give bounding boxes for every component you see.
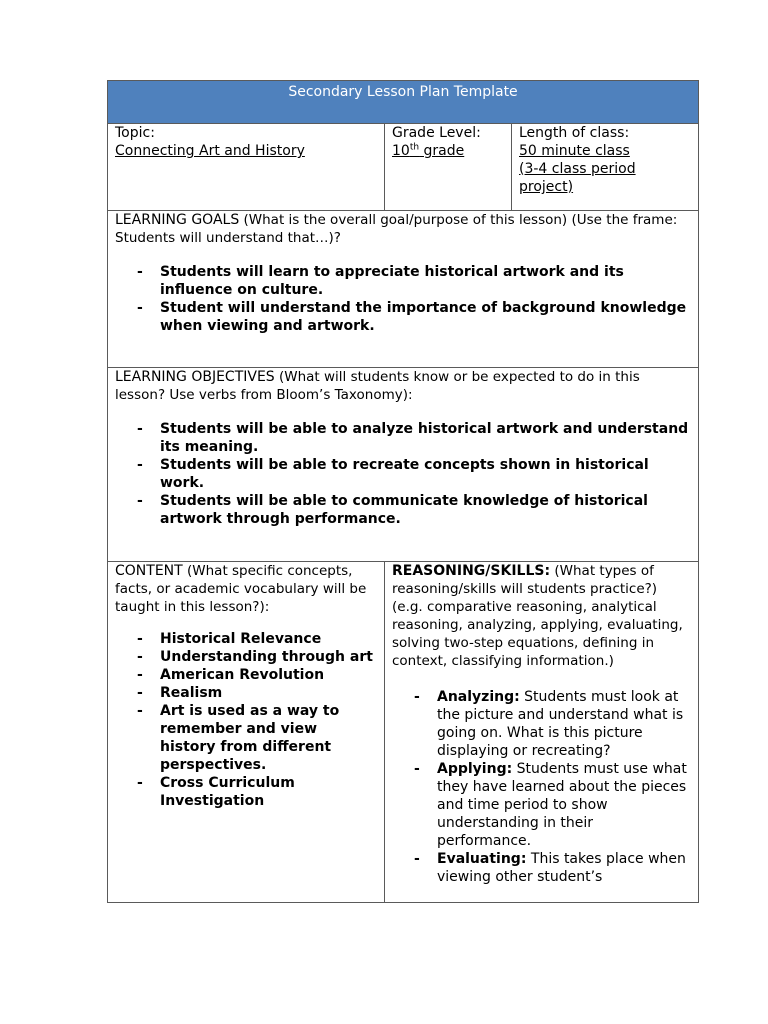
list-item: - Students will be able to recreate concepts shown in historical work. (137, 456, 691, 492)
length-line: project) (519, 179, 574, 195)
lesson-plan-table (107, 80, 699, 903)
list-item (414, 850, 691, 886)
list-item (414, 688, 691, 760)
topic-value: Connecting Art and History (115, 143, 305, 159)
grade-value (392, 142, 504, 160)
content-heading: CONTENT (115, 563, 183, 579)
objectives-heading: LEARNING OBJECTIVES (115, 369, 275, 385)
objectives-list (115, 420, 691, 528)
skill-description: This takes place when viewing other student’s (437, 851, 686, 885)
goals-heading: LEARNING GOALS (115, 212, 240, 228)
skill-description: Students must use what they have learned about the pieces and time period to show understanding in their performance. (437, 761, 687, 849)
skill-description: Students must look at the picture and understand what is going on. What is this picture displaying or recreating? (437, 689, 684, 759)
list-item: - American Revolution (137, 666, 377, 684)
lesson-plan-sheet (107, 80, 698, 903)
length-line: 50 minute class (519, 143, 630, 159)
reasoning-list (392, 688, 691, 886)
objectives-row (108, 368, 699, 562)
content-cell (108, 562, 385, 903)
skill-term: Analyzing: (437, 689, 520, 705)
list-item: - Student will understand the importance of background knowledge when viewing and artwork. (137, 299, 691, 335)
learning-goals-cell (108, 211, 699, 368)
list-item: - Understanding through art (137, 648, 377, 666)
content-note: (What specific concepts, facts, or academic vocabulary will be taught in this lesson?): (115, 563, 367, 615)
length-cell (512, 124, 699, 211)
goals-row (108, 211, 699, 368)
learning-objectives-cell (108, 368, 699, 562)
list-item: - Students will be able to analyze historical artwork and understand its meaning. (137, 420, 691, 456)
content-reasoning-row (108, 562, 699, 903)
page-title: Secondary Lesson Plan Template (108, 81, 699, 124)
reasoning-note: (What types of reasoning/skills will students practice?) (e.g. comparative reasoning, analytical reasoning, analyzing, applying, evaluating, solving two-step equations, defining in context, classifying information.) (392, 563, 683, 669)
goals-list (115, 263, 691, 335)
length-label: Length of class: (519, 125, 630, 141)
topic-label: Topic: (115, 125, 155, 141)
list-item: - Cross Curriculum Investigation (137, 774, 377, 810)
grade-ordinal: th (409, 142, 420, 153)
goals-note: (What is the overall goal/purpose of this lesson) (Use the frame: Students will understand that…)? (115, 212, 678, 246)
grade-label: Grade Level: (392, 125, 481, 141)
grade-cell (385, 124, 512, 211)
info-row (108, 124, 699, 211)
content-list (115, 630, 377, 810)
list-item: - Realism (137, 684, 377, 702)
reasoning-cell (385, 562, 699, 903)
skill-term: Evaluating: (437, 851, 527, 867)
list-item: - Art is used as a way to remember and view history from different perspectives. (137, 702, 377, 774)
grade-suffix: grade (419, 143, 465, 159)
title-row (108, 81, 699, 124)
list-item: - Students will be able to communicate knowledge of historical artwork through performance. (137, 492, 691, 528)
grade-number: 10 (392, 143, 410, 159)
length-line: (3-4 class period (519, 161, 636, 177)
objectives-note: (What will students know or be expected to do in this lesson? Use verbs from Bloom’s Taxonomy): (115, 369, 640, 403)
list-item (414, 760, 691, 850)
skill-term: Applying: (437, 761, 513, 777)
list-item: - Historical Relevance (137, 630, 377, 648)
reasoning-heading: REASONING/SKILLS: (392, 563, 551, 579)
topic-cell (108, 124, 385, 211)
list-item: - Students will learn to appreciate historical artwork and its influence on culture. (137, 263, 691, 299)
